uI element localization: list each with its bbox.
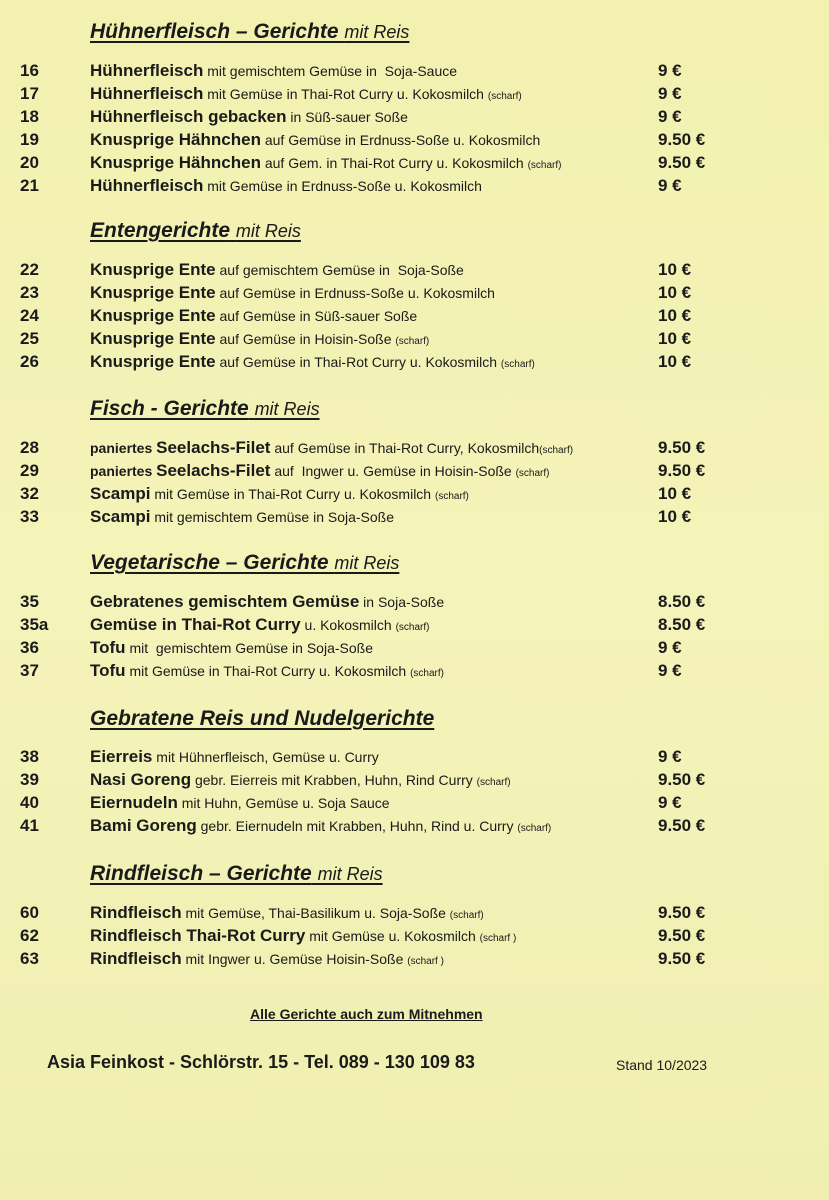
item-number: 35	[20, 592, 39, 611]
item-price: 10 €	[658, 283, 692, 302]
item-detail: mit gemischtem Gemüse in Soja-Sauce	[203, 63, 458, 79]
item-description	[90, 947, 444, 973]
item-name: Hühnerfleisch	[90, 84, 204, 103]
item-number: 29	[20, 461, 39, 480]
item-description	[90, 659, 444, 685]
menu-item	[0, 791, 829, 814]
item-note: (scharf )	[479, 933, 517, 944]
item-detail: auf Gemüse in Thai-Rot Curry, Kokosmilch	[270, 440, 540, 456]
item-price: 9.50 €	[658, 816, 706, 835]
item-price: 9.50 €	[658, 949, 706, 968]
menu-items	[0, 59, 829, 197]
item-number: 17	[20, 84, 39, 103]
menu-item	[0, 151, 829, 174]
menu-items	[0, 590, 829, 682]
item-description	[90, 281, 495, 305]
item-price: 9 €	[658, 176, 682, 195]
item-price: 9 €	[658, 107, 682, 126]
menu-item	[0, 924, 829, 947]
item-detail: auf Gemüse in Erdnuss-Soße u. Kokosmilch	[215, 285, 495, 301]
section-title-text: Vegetarische – Gerichte	[90, 551, 329, 574]
menu-item	[0, 128, 829, 151]
item-detail: mit Hühnerfleisch, Gemüse u. Curry	[152, 749, 379, 765]
item-name: Tofu	[90, 661, 126, 680]
item-note: (scharf)	[395, 622, 430, 633]
item-price: 9.50 €	[658, 926, 706, 945]
menu-item	[0, 59, 829, 82]
item-description	[90, 505, 394, 529]
item-description	[90, 174, 482, 198]
section-title	[90, 397, 320, 421]
item-description	[90, 59, 457, 83]
item-note: (scharf)	[395, 336, 430, 347]
item-number: 20	[20, 153, 39, 172]
menu-item	[0, 436, 829, 459]
item-price: 9.50 €	[658, 130, 706, 149]
item-number: 60	[20, 903, 39, 922]
item-description	[90, 590, 444, 614]
menu-item	[0, 327, 829, 350]
item-number: 22	[20, 260, 39, 279]
takeaway-note: Alle Gerichte auch zum Mitnehmen	[250, 1006, 483, 1022]
item-name: Gebratenes gemischtem Gemüse	[90, 592, 360, 611]
item-name: Knusprige Ente	[90, 283, 216, 302]
section-title-suffix: mit Reis	[344, 22, 410, 42]
item-detail: mit Huhn, Gemüse u. Soja Sauce	[177, 795, 390, 811]
item-number: 63	[20, 949, 39, 968]
item-note: (scharf)	[434, 491, 469, 502]
section-title	[90, 20, 409, 44]
section-title-text: Gebratene Reis und Nudelgerichte	[90, 707, 435, 730]
item-number: 39	[20, 770, 39, 789]
item-note: (scharf)	[476, 777, 511, 788]
item-detail: auf Gemüse in Hoisin-Soße	[215, 331, 396, 347]
section-title-suffix: mit Reis	[235, 221, 301, 241]
item-detail: auf Ingwer u. Gemüse in Hoisin-Soße	[270, 463, 516, 479]
item-price: 9.50 €	[658, 770, 706, 789]
item-price: 10 €	[658, 352, 692, 371]
menu-item	[0, 82, 829, 105]
item-description	[90, 814, 551, 840]
item-detail: mit Gemüse in Thai-Rot Curry u. Kokosmilch	[203, 86, 488, 102]
menu-item	[0, 505, 829, 528]
section-title	[90, 707, 434, 731]
item-name: Rindfleisch	[90, 903, 182, 922]
section-title-text: Rindfleisch – Gerichte	[90, 862, 312, 885]
item-name: Knusprige Hähnchen	[90, 130, 261, 149]
item-detail: mit Gemüse in Thai-Rot Curry u. Kokosmilch	[150, 486, 435, 502]
section-title	[90, 551, 399, 575]
section-title-text: Hühnerfleisch – Gerichte	[90, 20, 339, 43]
item-price: 9 €	[658, 61, 682, 80]
menu-item	[0, 304, 829, 327]
item-note: (scharf)	[539, 445, 574, 456]
menu-item	[0, 947, 829, 970]
item-name: Knusprige Hähnchen	[90, 153, 261, 172]
item-number: 19	[20, 130, 39, 149]
restaurant-address: Asia Feinkost - Schlörstr. 15 - Tel. 089 - 130 109 83	[47, 1052, 475, 1072]
item-price: 9 €	[658, 661, 682, 680]
item-note: (scharf)	[410, 668, 444, 679]
item-detail: in Süß-sauer Soße	[286, 109, 408, 125]
item-name: Scampi	[90, 507, 151, 526]
section-title	[90, 862, 383, 886]
item-detail: mit Ingwer u. Gemüse Hoisin-Soße	[181, 951, 408, 967]
menu-item	[0, 636, 829, 659]
menu-items	[0, 258, 829, 373]
item-description	[90, 791, 390, 815]
item-description	[90, 636, 373, 660]
item-detail: mit gemischtem Gemüse in Soja-Soße	[125, 640, 373, 656]
item-number: 18	[20, 107, 39, 126]
item-number: 37	[20, 661, 39, 680]
item-price: 9.50 €	[658, 438, 706, 457]
item-price: 10 €	[658, 484, 692, 503]
section-title	[90, 219, 301, 243]
item-prefix: paniertes	[90, 463, 157, 479]
item-name: Rindfleisch Thai-Rot Curry	[90, 926, 306, 945]
menu-items	[0, 901, 829, 970]
menu-item	[0, 745, 829, 768]
item-detail: u. Kokosmilch	[300, 617, 396, 633]
menu-item	[0, 350, 829, 373]
item-name: Bami Goreng	[90, 816, 197, 835]
item-note: (scharf)	[500, 359, 535, 370]
item-detail: auf Gemüse in Erdnuss-Soße u. Kokosmilch	[260, 132, 541, 148]
menu-items	[0, 745, 829, 837]
item-name: Seelachs-Filet	[156, 438, 271, 457]
item-number: 35a	[20, 615, 49, 634]
item-number: 16	[20, 61, 39, 80]
item-name: Knusprige Ente	[90, 329, 216, 348]
item-price: 8.50 €	[658, 615, 706, 634]
item-number: 21	[20, 176, 39, 195]
item-note: (scharf)	[527, 160, 562, 171]
item-detail: auf Gemüse in Süß-sauer Soße	[215, 308, 418, 324]
item-description	[90, 745, 379, 769]
item-number: 33	[20, 507, 39, 526]
item-detail: auf Gemüse in Thai-Rot Curry u. Kokosmilch	[215, 354, 501, 370]
item-price: 9 €	[658, 793, 682, 812]
menu-item	[0, 768, 829, 791]
section-title-suffix: mit Reis	[334, 553, 400, 573]
item-detail: mit Gemüse in Thai-Rot Curry u. Kokosmilch	[125, 663, 411, 679]
item-name: Seelachs-Filet	[156, 461, 271, 480]
item-number: 24	[20, 306, 39, 325]
item-name: Knusprige Ente	[90, 306, 216, 325]
section-title-text: Entengerichte	[90, 219, 231, 242]
item-name: Gemüse in Thai-Rot Curry	[90, 615, 301, 634]
item-description	[90, 350, 535, 376]
item-detail: in Soja-Soße	[359, 594, 445, 610]
item-number: 23	[20, 283, 39, 302]
menu-item	[0, 258, 829, 281]
item-price: 9 €	[658, 84, 682, 103]
item-name: Tofu	[90, 638, 126, 657]
item-name: Knusprige Ente	[90, 260, 216, 279]
item-note: (scharf)	[515, 468, 550, 479]
item-price: 10 €	[658, 260, 692, 279]
item-note: (scharf)	[449, 910, 484, 921]
menu-item	[0, 659, 829, 682]
item-description	[90, 258, 464, 282]
item-number: 32	[20, 484, 39, 503]
menu-item	[0, 482, 829, 505]
item-description	[90, 128, 540, 152]
menu-item	[0, 174, 829, 197]
item-price: 9.50 €	[658, 903, 706, 922]
item-description	[90, 105, 408, 129]
menu-item	[0, 459, 829, 482]
item-price: 9 €	[658, 747, 682, 766]
item-price: 10 €	[658, 507, 692, 526]
item-prefix: paniertes	[90, 440, 157, 456]
item-note: (scharf)	[487, 91, 522, 102]
menu-item	[0, 613, 829, 636]
item-number: 41	[20, 816, 39, 835]
menu-items	[0, 436, 829, 528]
item-name: Eierreis	[90, 747, 153, 766]
item-number: 36	[20, 638, 39, 657]
item-name: Eiernudeln	[90, 793, 178, 812]
item-note: (scharf )	[407, 956, 444, 967]
item-name: Scampi	[90, 484, 151, 503]
item-detail: mit Gemüse in Erdnuss-Soße u. Kokosmilch	[203, 178, 482, 194]
item-detail: gebr. Eierreis mit Krabben, Huhn, Rind Curry	[191, 772, 477, 788]
menu-item	[0, 281, 829, 304]
item-number: 40	[20, 793, 39, 812]
item-price: 10 €	[658, 306, 692, 325]
item-detail: auf Gem. in Thai-Rot Curry u. Kokosmilch	[260, 155, 528, 171]
item-detail: mit gemischtem Gemüse in Soja-Soße	[150, 509, 395, 525]
section-title-suffix: mit Reis	[317, 864, 383, 884]
item-note: (scharf)	[517, 823, 552, 834]
item-number: 38	[20, 747, 39, 766]
item-name: Hühnerfleisch gebacken	[90, 107, 287, 126]
item-number: 62	[20, 926, 39, 945]
item-detail: mit Gemüse, Thai-Basilikum u. Soja-Soße	[181, 905, 450, 921]
item-name: Knusprige Ente	[90, 352, 216, 371]
item-name: Rindfleisch	[90, 949, 182, 968]
item-number: 28	[20, 438, 39, 457]
menu-item	[0, 814, 829, 837]
item-number: 25	[20, 329, 39, 348]
menu-item	[0, 105, 829, 128]
menu-item	[0, 901, 829, 924]
item-price: 9 €	[658, 638, 682, 657]
menu-item	[0, 590, 829, 613]
item-price: 9.50 €	[658, 461, 706, 480]
item-price: 9.50 €	[658, 153, 706, 172]
item-detail: gebr. Eiernudeln mit Krabben, Huhn, Rind u. Curry	[196, 818, 518, 834]
item-description	[90, 304, 417, 328]
section-title-suffix: mit Reis	[254, 399, 320, 419]
item-detail: mit Gemüse u. Kokosmilch	[305, 928, 480, 944]
item-name: Hühnerfleisch	[90, 176, 204, 195]
section-title-text: Fisch - Gerichte	[90, 397, 249, 420]
item-detail: auf gemischtem Gemüse in Soja-Soße	[215, 262, 464, 278]
item-price: 8.50 €	[658, 592, 706, 611]
item-number: 26	[20, 352, 39, 371]
item-name: Hühnerfleisch	[90, 61, 204, 80]
item-price: 10 €	[658, 329, 692, 348]
item-name: Nasi Goreng	[90, 770, 192, 789]
menu-date: Stand 10/2023	[616, 1057, 708, 1073]
